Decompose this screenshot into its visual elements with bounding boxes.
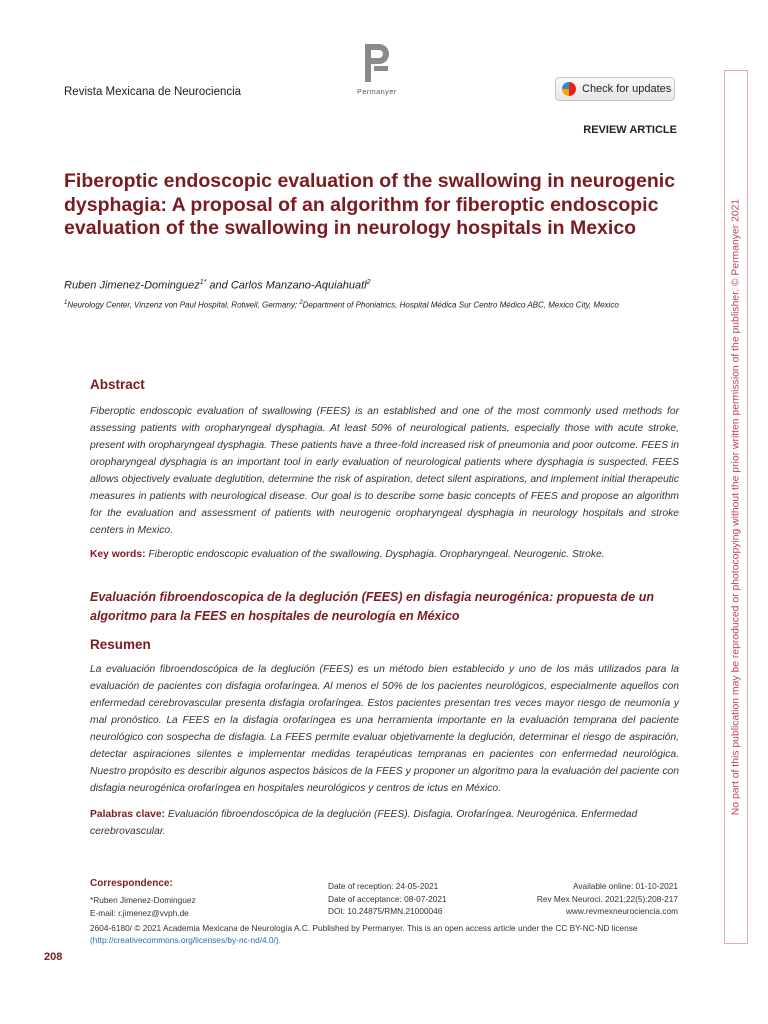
citation: Rev Mex Neuroci. 2021;22(5):208-217: [536, 893, 678, 904]
abstract-heading: Abstract: [90, 377, 145, 392]
available-online: Available online: 01-10-2021: [572, 881, 678, 891]
license-notice: [90, 922, 679, 946]
affiliations: [64, 300, 704, 310]
doi: DOI: 10.24875/RMN.21000046: [328, 906, 443, 916]
journal-name: Revista Mexicana de Neurociencia: [64, 86, 242, 98]
author-name: Carlos Manzano-Aquiahuatl: [230, 279, 367, 292]
page-number: 208: [44, 951, 63, 963]
license-text: 2604-6180/ © 2021 Academia Mexicana de Neurología A.C. Published by Permanyer. This is an open access article under the CC BY-NC-ND license: [90, 923, 638, 933]
affiliation-superscript: 1: [64, 300, 68, 306]
abstract-text: Fiberoptic endoscopic evaluation of swallowing (FEES) is an established and one of the most commonly used methods for assessing patients with oropharyngeal dysphagia. At least 50% of neurological patients, especially those with acute stroke, present with oropharyngeal dysphagia. These patients have a three-fold increased risk of pneumonia and poor outcome. FEES in oropharyngeal dysphagia is an important tool in early evaluation of neurological patients where dysphagia is suspected. FEES allows objectively evaluate deglutition, determine the risk of aspiration, detect silent aspirations, and implement initial therapeutic measures in patients with neurological disease. Our goal is to describe some basic concepts of FEES and propose an algorithm for the evaluation and assessment of patients with neurogenic oropharyngeal dysphagia in neurology hospitals and stroke centers in Mexico.: [90, 406, 679, 536]
article-type: REVIEW ARTICLE: [583, 124, 677, 136]
author-superscript: 1*: [199, 279, 207, 286]
journal-website-link[interactable]: www.revmexneurociencia.com: [565, 906, 678, 916]
correspondence-name: *Ruben Jimenez-Dominguez: [90, 895, 196, 905]
date-reception: Date of reception: 24-05-2021: [328, 881, 439, 891]
publisher-logo: [343, 44, 411, 96]
permanyer-logo-icon: [362, 44, 392, 82]
license-link[interactable]: (http://creativecommons.org/licenses/by-nc-nd/4.0/).: [90, 935, 281, 945]
logo-text: Permanyer: [357, 89, 397, 96]
publication-info: [537, 880, 678, 918]
palabras-clave-text: Evaluación fibroendoscópica de la deglución (FEES). Disfagia. Orofaríngea. Neurogénica. Enfermedad cerebrovascular.: [90, 809, 638, 837]
date-acceptance: Date of acceptance: 08-07-2021: [328, 893, 447, 904]
article-title: Fiberoptic endoscopic evaluation of the swallowing in neurogenic dysphagia: A proposal of an algorithm for fiberoptic endoscopic evaluation of the swallowing in neurology hospitals in Mexico: [64, 170, 676, 239]
correspondence-info: [90, 894, 196, 919]
check-updates-icon: [562, 82, 576, 96]
affiliation-text: Neurology Center, Vinzenz von Paul Hospital, Rotweil, Germany;: [67, 300, 300, 310]
keywords-label: Key words:: [90, 549, 146, 560]
check-updates-label: Check for updates: [582, 83, 672, 95]
spanish-title: Evaluación fibroendoscopica de la deglución (FEES) en disfagia neurogénica: propuesta de un algoritmo para la FEES en hospitales de neurología en México: [90, 590, 654, 623]
check-for-updates-button[interactable]: [555, 77, 675, 101]
author-superscript: 2: [366, 279, 371, 286]
author-list: [64, 279, 370, 292]
palabras-clave: [90, 806, 679, 840]
author-joiner: and: [206, 279, 231, 292]
author-name: Ruben Jimenez-Dominguez: [64, 279, 200, 292]
keywords: [90, 546, 679, 563]
correspondence-label: Correspondence:: [90, 878, 173, 889]
resumen-heading: Resumen: [90, 637, 151, 652]
keywords-text: Fiberoptic endoscopic evaluation of the swallowing. Dysphagia. Oropharyngeal. Neurogenic. Stroke.: [148, 549, 605, 560]
correspondence-email: E-mail: r.jimenez@vvph.de: [90, 907, 189, 918]
side-copyright-notice: No part of this publication may be reproduced or photocopying without the prior written permission of the publisher. © Permanyer 2021: [730, 198, 742, 816]
palabras-clave-label: Palabras clave:: [90, 809, 165, 820]
dates-info: [328, 880, 447, 918]
affiliation-text: Department of Phoniatrics, Hospital Médica Sur Centro Médico ABC, Mexico City, Mexico: [302, 300, 619, 310]
affiliation-superscript: 2: [299, 300, 303, 306]
resumen-text: La evaluación fibroendoscópica de la deglución (FEES) es un método bien establecido y uno de los más utilizados para la evaluación de pacientes con disfagia orofaríngea. Al menos el 50% de los pacientes neurológicos, especialmente aquellos con enfermedad cerebrovascular presenta disfagia orofaríngea. Estos pacientes presentan tres veces mayor riesgo de neumonía y mal pronóstico. La FEES en la disfagia orofaríngea es una herramienta importante en la evaluación temprana del paciente neurológico con sospecha de disfagia. La FEES permite evaluar objetivamente la deglución, determinar el riesgo de aspiración, detectar aspiraciones silentes e implementar medidas terapéuticas tempranas en pacientes con enfermedad neurológica. Nuestro propósito es describir algunos aspectos básicos de la FEES y proponer un algoritmo para la evaluación del paciente con disfagia neurogénica orofaríngea en hospitales neurológicos y centros de ictus en México.: [90, 664, 679, 794]
